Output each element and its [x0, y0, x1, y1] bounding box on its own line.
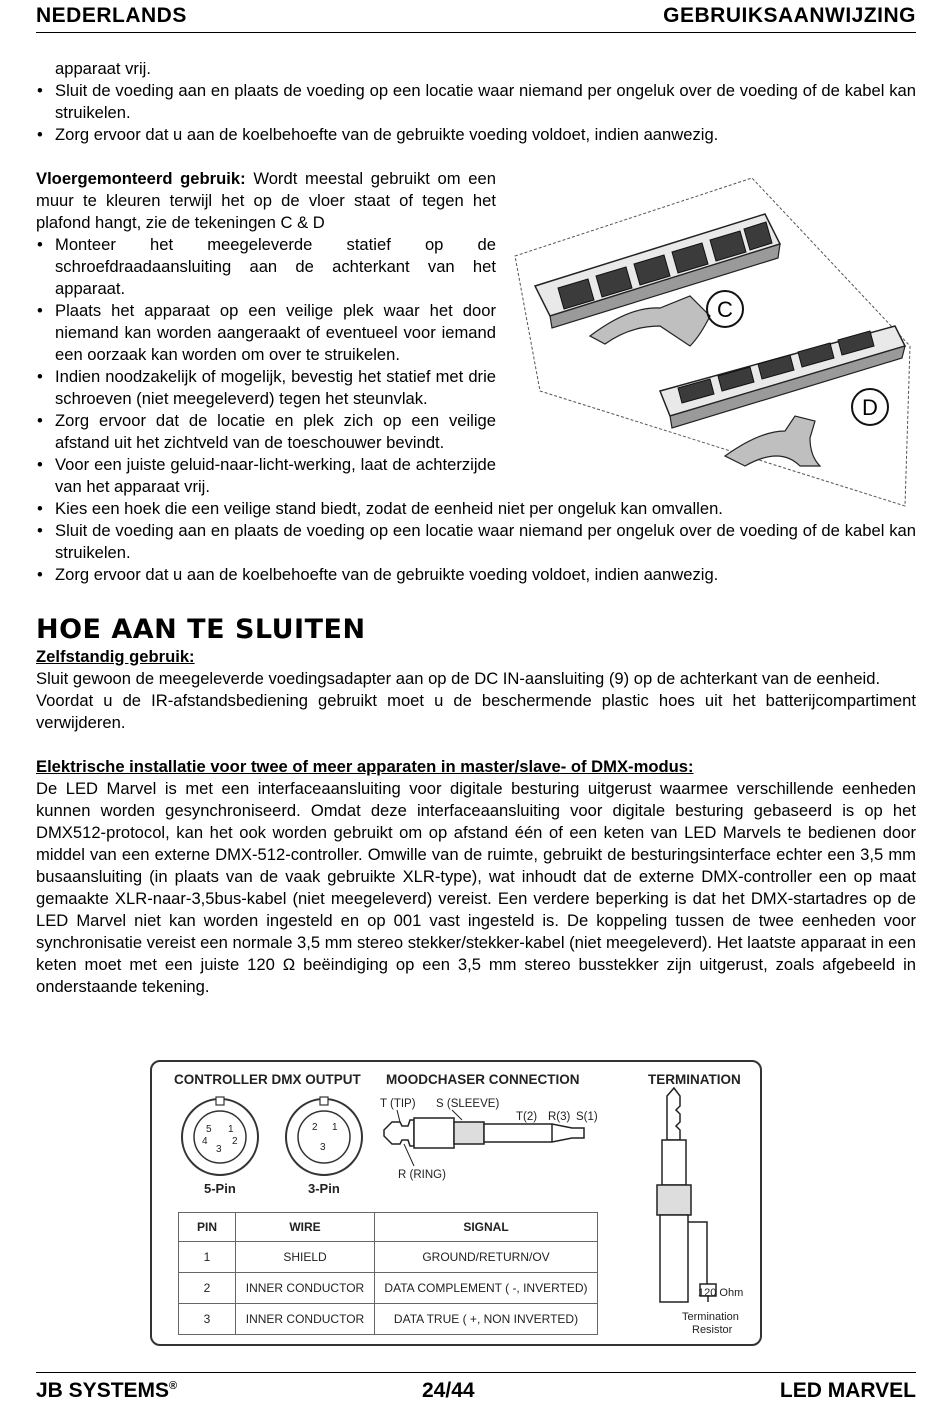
page-header: [36, 2, 916, 33]
jack-s1-label: S(1): [576, 1111, 598, 1123]
electric-label: Elektrische installatie voor twee of meer apparaten in master/slave- of DMX-modus:: [36, 757, 694, 776]
footer-brand-text: JB SYSTEMS: [36, 1379, 170, 1402]
floor-bullet-list: [36, 234, 496, 498]
jack-tip-label: T (TIP): [380, 1098, 416, 1110]
header-doc-type: GEBRUIKSAANWIJZING: [663, 4, 916, 27]
list-item: • Zorg ervoor dat u aan de koelbehoefte van de gebruikte voeding voldoet, indien aanwezig.: [36, 564, 916, 586]
table-row: [179, 1242, 598, 1273]
pin3-number: 1: [332, 1122, 338, 1133]
xlr-3pin-icon: [286, 1097, 362, 1175]
wire-header: WIRE: [236, 1213, 375, 1242]
footer-product: LED MARVEL: [779, 1379, 916, 1402]
table-cell: INNER CONDUCTOR: [236, 1304, 375, 1335]
figure-d-label: D: [862, 395, 878, 420]
continuation-text: apparaat vrij.: [55, 59, 151, 78]
table-cell: GROUND/RETURN/OV: [375, 1242, 598, 1273]
list-item: • Indien noodzakelijk of mogelijk, bevestig het statief met drie schroeven (niet meegeleverd) tegen het steunvlak.: [36, 366, 496, 410]
list-item: • Voor een juiste geluid-naar-licht-werking, laat de achterzijde van het apparaat vrij.: [36, 454, 496, 498]
termination-title: TERMINATION: [648, 1072, 741, 1087]
remote-text: Voordat u de IR-afstandsbediening gebruikt moet u de beschermende plastic hoes uit het batterijcompartiment verwijderen.: [36, 691, 916, 732]
list-item: • Plaats het apparaat op een veilige plek waar het door niemand kan worden aangeraakt of eventueel voor iemand een oorzaak kan worden om over te struikelen.: [36, 300, 496, 366]
footer-page-number: 24/44: [422, 1379, 475, 1402]
figure-c-label: C: [717, 297, 733, 322]
pin3-number: 2: [312, 1122, 318, 1133]
floor-label: Vloergemonteerd gebruik:: [36, 169, 246, 188]
table-cell: 2: [179, 1273, 236, 1304]
signal-header: SIGNAL: [375, 1213, 598, 1242]
termination-plug-icon: [657, 1088, 716, 1302]
table-cell: INNER CONDUCTOR: [236, 1273, 375, 1304]
footer-registered-mark: ®: [169, 1380, 178, 1392]
table-cell: DATA COMPLEMENT ( -, INVERTED): [375, 1273, 598, 1304]
jack-sleeve-label: S (SLEEVE): [436, 1098, 500, 1110]
table-row: [179, 1304, 598, 1335]
table-cell: 1: [179, 1242, 236, 1273]
pin3-number: 3: [320, 1142, 326, 1153]
resistor-caption: Termination: [682, 1311, 739, 1323]
resistor-caption: Resistor: [692, 1324, 733, 1336]
table-row: [179, 1273, 598, 1304]
table-cell: 3: [179, 1304, 236, 1335]
list-item: • Kies een hoek die een veilige stand biedt, zodat de eenheid niet per ongeluk kan omvallen.: [36, 498, 916, 520]
pin-header: PIN: [179, 1213, 236, 1242]
pin5-number: 1: [228, 1124, 234, 1135]
pin5-label: 5-Pin: [204, 1181, 236, 1196]
floor-intro: [36, 168, 496, 234]
page-footer: [36, 1372, 916, 1405]
footer-brand: [36, 1379, 177, 1403]
pin5-number: 5: [206, 1124, 212, 1135]
table-cell: SHIELD: [236, 1242, 375, 1273]
light-bar-c: [535, 214, 780, 346]
connection-diagram: [150, 1060, 762, 1346]
list-item: • Sluit de voeding aan en plaats de voeding op een locatie waar niemand per ongeluk over de voeding of de kabel kan struikelen.: [36, 520, 916, 564]
moodchaser-title: MOODCHASER CONNECTION: [386, 1072, 580, 1087]
list-item: • Zorg ervoor dat de locatie en plek zich op een veilige afstand uit het zichtveld van de toeschouwer bevindt.: [36, 410, 496, 454]
header-language: NEDERLANDS: [36, 4, 187, 27]
controller-title: CONTROLLER DMX OUTPUT: [174, 1072, 361, 1087]
jack-r3-label: R(3): [548, 1111, 571, 1123]
section-title: HOE AAN TE SLUITEN: [36, 614, 366, 645]
resistor-value: 120 Ohm: [698, 1287, 744, 1299]
top-bullet-list: [36, 80, 916, 146]
table-header-row: [179, 1213, 598, 1242]
electric-text: De LED Marvel is met een interfaceaansluiting voor digitale besturing uitgerust waarmee verschillende eenheden kunnen worden gesynchroniseerd. Omdat deze interfaceaansluiting voor digitale besturing gebaseerd is op het DMX512-protocol, kan het ook worden gebruikt om op afstand één of een keten van LED Marvels te bedienen door middel van een externe DMX-512-controller. Omwille van de ruimte, gebruikt de besturingsinterface echter een 3,5 mm busaansluiting (in plaats van de vaak gebruikte XLR-type), wat inhoudt dat de externe DMX-controller een op maat gemaakte XLR-naar-3,5bus-kabel (niet meegeleverd) vereist. Een verdere beperking is dat het DMX-startadres op de LED Marvel niet kan worden ingesteld en op 001 vast ingesteld is. De koppeling tussen de twee eenheden voor synchronisatie vereist een normale 3,5 mm stereo stekker/stekker-kabel (niet meegeleverd). Het laatste apparaat in een keten moet met een juiste 120 Ω beëindiging op een 3,5 mm stereo busstekker zijn uitgerust, zoals afgebeeld in onderstaande tekening.: [36, 779, 916, 996]
floor-intro-text: Wordt meestal gebruikt om een muur te kleuren terwijl het op de vloer staat of tegen het plafond hangt, zie de tekeningen C & D: [36, 169, 496, 232]
list-item: • Sluit de voeding aan en plaats de voeding op een locatie waar niemand per ongeluk over de voeding of de kabel kan struikelen.: [36, 80, 916, 124]
pin5-number: 2: [232, 1136, 238, 1147]
jack-t2-label: T(2): [516, 1111, 538, 1123]
xlr-5pin-icon: [182, 1097, 258, 1175]
list-item: • Zorg ervoor dat u aan de koelbehoefte van de gebruikte voeding voldoet, indien aanwezig.: [36, 124, 916, 146]
jack-ring-label: R (RING): [398, 1169, 446, 1181]
standalone-text: Sluit gewoon de meegeleverde voedingsadapter aan op de DC IN-aansluiting (9) op de achterkant van de eenheid.: [36, 669, 881, 688]
pin3-label: 3-Pin: [308, 1181, 340, 1196]
pin-table: [178, 1212, 598, 1335]
pin5-number: 4: [202, 1136, 208, 1147]
standalone-label: Zelfstandig gebruik:: [36, 647, 195, 666]
pin5-number: 3: [216, 1144, 222, 1155]
floor-mount-illustration: [510, 176, 915, 521]
list-item: • Monteer het meegeleverde statief op de schroefdraadaansluiting aan de achterkant van het apparaat.: [36, 234, 496, 300]
table-cell: DATA TRUE ( +, NON INVERTED): [375, 1304, 598, 1335]
